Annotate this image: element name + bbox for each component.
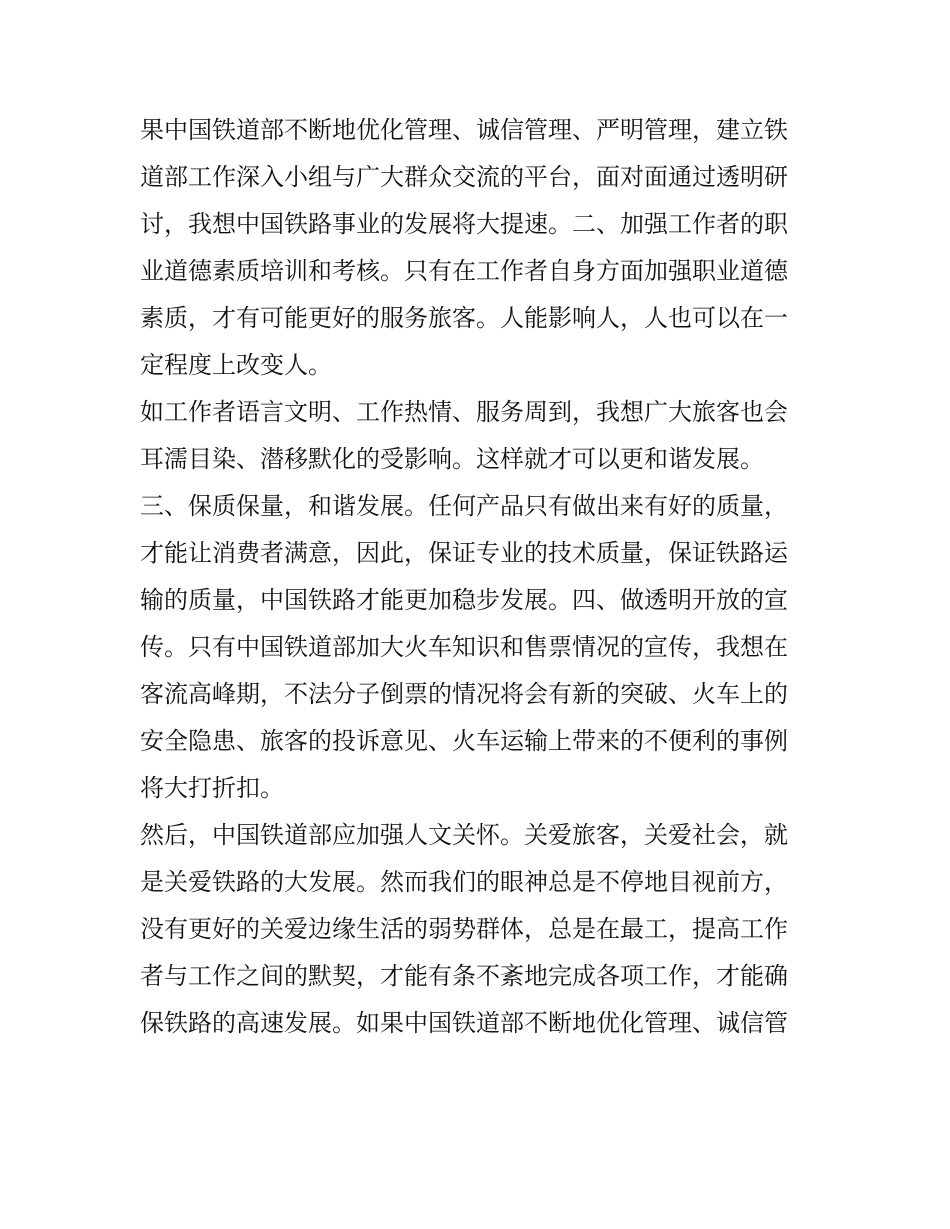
text-line: 耳濡目染、潜移默化的受影响。这样就才可以更和谐发展。 xyxy=(140,445,764,473)
text-line: 保铁路的高速发展。如果中国铁道部不断地优化管理、诚信管 xyxy=(140,1009,788,1037)
text-line: 定程度上改变人。 xyxy=(140,351,332,379)
text-line: 者与工作之间的默契，才能有条不紊地完成各项工作，才能确 xyxy=(140,962,788,990)
text-line: 才能让消费者满意，因此，保证专业的技术质量，保证铁路运 xyxy=(140,539,788,567)
text-line: 素质，才有可能更好的服务旅客。人能影响人，人也可以在一 xyxy=(140,304,788,332)
text-line: 三、保质保量，和谐发展。任何产品只有做出来有好的质量， xyxy=(140,492,788,520)
text-line: 将大打折扣。 xyxy=(140,774,284,802)
text-line: 传。只有中国铁道部加大火车知识和售票情况的宣传，我想在 xyxy=(140,633,788,661)
text-line: 业道德素质培训和考核。只有在工作者自身方面加强职业道德 xyxy=(140,257,788,285)
text-line: 输的质量，中国铁路才能更加稳步发展。四、做透明开放的宣 xyxy=(140,586,788,614)
text-line: 安全隐患、旅客的投诉意见、火车运输上带来的不便利的事例 xyxy=(140,727,788,755)
text-line: 讨，我想中国铁路事业的发展将大提速。二、加强工作者的职 xyxy=(140,210,788,238)
text-line: 果中国铁道部不断地优化管理、诚信管理、严明管理，建立铁 xyxy=(140,116,788,144)
text-line: 道部工作深入小组与广大群众交流的平台，面对面通过透明研 xyxy=(140,163,788,191)
text-line: 然后，中国铁道部应加强人文关怀。关爱旅客，关爱社会，就 xyxy=(140,821,788,849)
body-text xyxy=(140,107,820,1047)
text-line: 如工作者语言文明、工作热情、服务周到，我想广大旅客也会 xyxy=(140,398,788,426)
text-line: 没有更好的关爱边缘生活的弱势群体，总是在最工，提高工作 xyxy=(140,915,788,943)
text-line: 客流高峰期，不法分子倒票的情况将会有新的突破、火车上的 xyxy=(140,680,788,708)
text-line: 是关爱铁路的大发展。然而我们的眼神总是不停地目视前方， xyxy=(140,868,788,896)
